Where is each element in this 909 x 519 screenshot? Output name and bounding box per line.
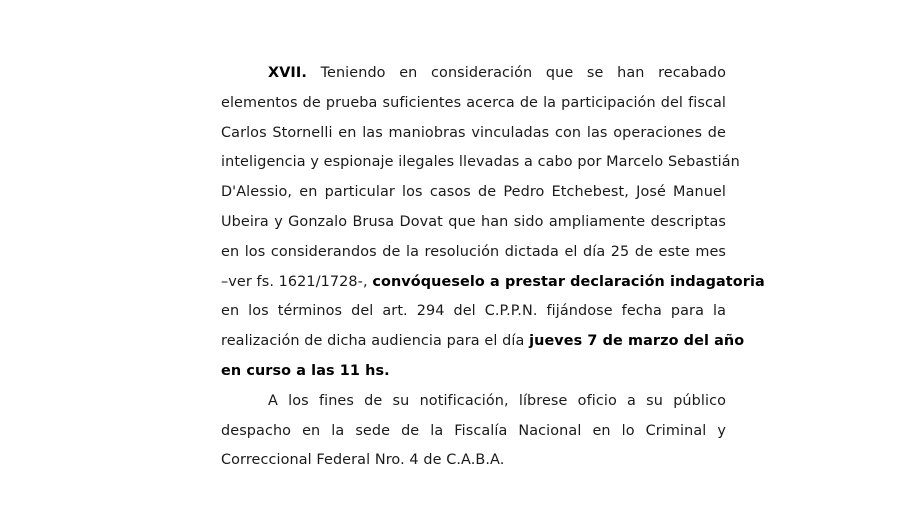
resolution-text <box>221 59 765 476</box>
line-text: Teniendo en consideración que se han recabado <box>320 65 726 81</box>
paragraph-1-line-1 <box>221 59 726 89</box>
paragraph-2-line-2: despacho en la sede de la Fiscalía Nacional en lo Criminal y <box>221 422 726 439</box>
paragraph-1-line-6: Ubeira y Gonzalo Brusa Dovat que han sido ampliamente descriptas <box>221 213 726 230</box>
hearing-date: jueves 7 de marzo del año <box>529 333 745 350</box>
summons-text: convóqueselo a prestar declaración indagatoria <box>372 273 765 290</box>
paragraph-1-line-5: D'Alessio, en particular los casos de Pedro Etchebest, José Manuel <box>221 184 726 201</box>
line-text: –ver fs. 1621/1728-, <box>221 273 368 290</box>
paragraph-2-line-3: Correccional Federal Nro. 4 de C.A.B.A. <box>221 452 505 469</box>
paragraph-1-line-8 <box>221 268 765 298</box>
line-text: realización de dicha audiencia para el día <box>221 333 525 350</box>
paragraph-2-line-1: A los fines de su notificación, líbrese oficio a su público <box>268 392 726 409</box>
paragraph-1-line-4: inteligencia y espionaje ilegales llevadas a cabo por Marcelo Sebastián <box>221 154 740 171</box>
section-number: XVII. <box>268 65 307 81</box>
paragraph-1-line-2: elementos de prueba suficientes acerca de la participación del fiscal <box>221 94 726 111</box>
paragraph-1-line-3: Carlos Stornelli en las maniobras vinculadas con las operaciones de <box>221 124 726 141</box>
paragraph-1-line-9: en los términos del art. 294 del C.P.P.N. fijándose fecha para la <box>221 303 726 320</box>
hearing-time: en curso a las 11 hs. <box>221 362 390 379</box>
paragraph-1-line-10 <box>221 327 745 357</box>
paragraph-1-line-7: en los considerandos de la resolución dictada el día 25 de este mes <box>221 243 726 260</box>
